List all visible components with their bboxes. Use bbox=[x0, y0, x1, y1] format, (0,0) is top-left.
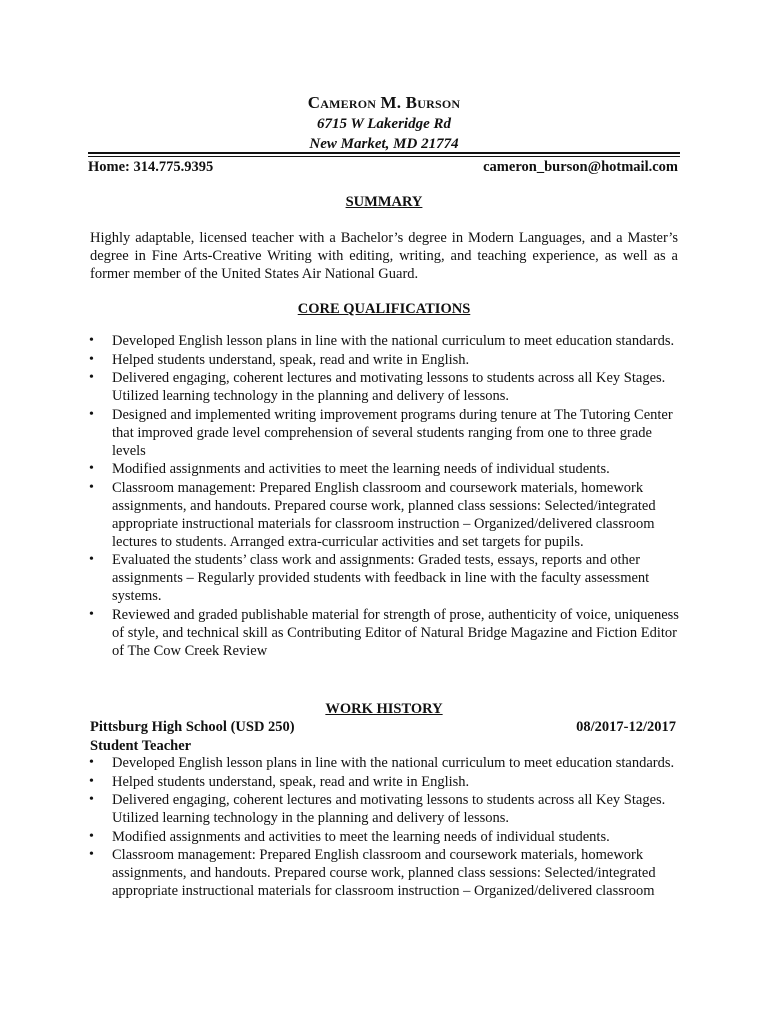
list-item: • Delivered engaging, coherent lectures and motivating lessons to students across all Key Stages. Utilized learning technology in the planning and delivery of lessons. bbox=[88, 369, 680, 405]
candidate-name: Cameron M. Burson bbox=[307, 93, 461, 112]
list-item: • Classroom management: Prepared English classroom and coursework materials, homework assignments, and handouts. Prepared course work, planned class sessions: Selected/integrated appropriate instructional materials for classroom instruction – Organized/delivered classroom lectures to students. Arranged extra-curricular activities and set targets for pupils. bbox=[88, 479, 680, 551]
summary-heading: SUMMARY bbox=[345, 194, 423, 210]
list-item: • Helped students understand, speak, read and write in English. bbox=[88, 773, 680, 791]
list-item: • Developed English lesson plans in line with the national curriculum to meet education standards. bbox=[88, 332, 680, 350]
qualifications-list bbox=[88, 332, 680, 660]
list-item: • Modified assignments and activities to meet the learning needs of individual students. bbox=[88, 828, 680, 846]
list-item: • Reviewed and graded publishable material for strength of prose, authenticity of voice, uniqueness of style, and technical skill as Contributing Editor of Natural Bridge Magazine and Fiction Editor of The Cow Creek Review bbox=[88, 606, 680, 660]
contact-line bbox=[88, 158, 678, 176]
job-duties-list bbox=[88, 754, 680, 901]
work-history-heading: WORK HISTORY bbox=[325, 701, 443, 717]
resume-header bbox=[0, 92, 768, 154]
list-item: • Designed and implemented writing improvement programs during tenure at The Tutoring Center that improved grade level comprehension of several students ranging from one to three grade levels bbox=[88, 406, 680, 460]
address-street: 6715 W Lakeridge Rd bbox=[316, 116, 452, 132]
job-dates: 08/2017-12/2017 bbox=[576, 719, 676, 735]
header-rule-thick bbox=[88, 152, 680, 154]
summary-text: Highly adaptable, licensed teacher with a Bachelor’s degree in Modern Languages, and a Master’s degree in Fine Arts-Creative Writing with editing, writing, and teaching experience, as well as a former member of the United States Air National Guard. bbox=[90, 230, 678, 282]
list-item: • Modified assignments and activities to meet the learning needs of individual students. bbox=[88, 460, 680, 478]
phone-number: Home: 314.775.9395 bbox=[88, 159, 214, 175]
address-city: New Market, MD 21774 bbox=[309, 136, 459, 152]
qualifications-heading: CORE QUALIFICATIONS bbox=[297, 301, 471, 317]
list-item: • Developed English lesson plans in line with the national curriculum to meet education standards. bbox=[88, 754, 680, 772]
header-rule-thin bbox=[88, 156, 680, 157]
list-item: • Evaluated the students’ class work and assignments: Graded tests, essays, reports and other assignments – Regularly provided students with feedback in line with the faculty assessment systems. bbox=[88, 551, 680, 605]
job-header bbox=[90, 718, 676, 736]
list-item: • Helped students understand, speak, read and write in English. bbox=[88, 351, 680, 369]
job-title: Student Teacher bbox=[90, 738, 192, 754]
list-item: • Delivered engaging, coherent lectures and motivating lessons to students across all Key Stages. Utilized learning technology in the planning and delivery of lessons. bbox=[88, 791, 680, 827]
list-item: • Classroom management: Prepared English classroom and coursework materials, homework assignments, and handouts. Prepared course work, planned class sessions: Selected/integrated appropriate instructional materials for classroom instruction – Organized/delivered classroom bbox=[88, 846, 680, 900]
email-address: cameron_burson@hotmail.com bbox=[483, 159, 678, 175]
employer-name: Pittsburg High School (USD 250) bbox=[90, 719, 295, 735]
